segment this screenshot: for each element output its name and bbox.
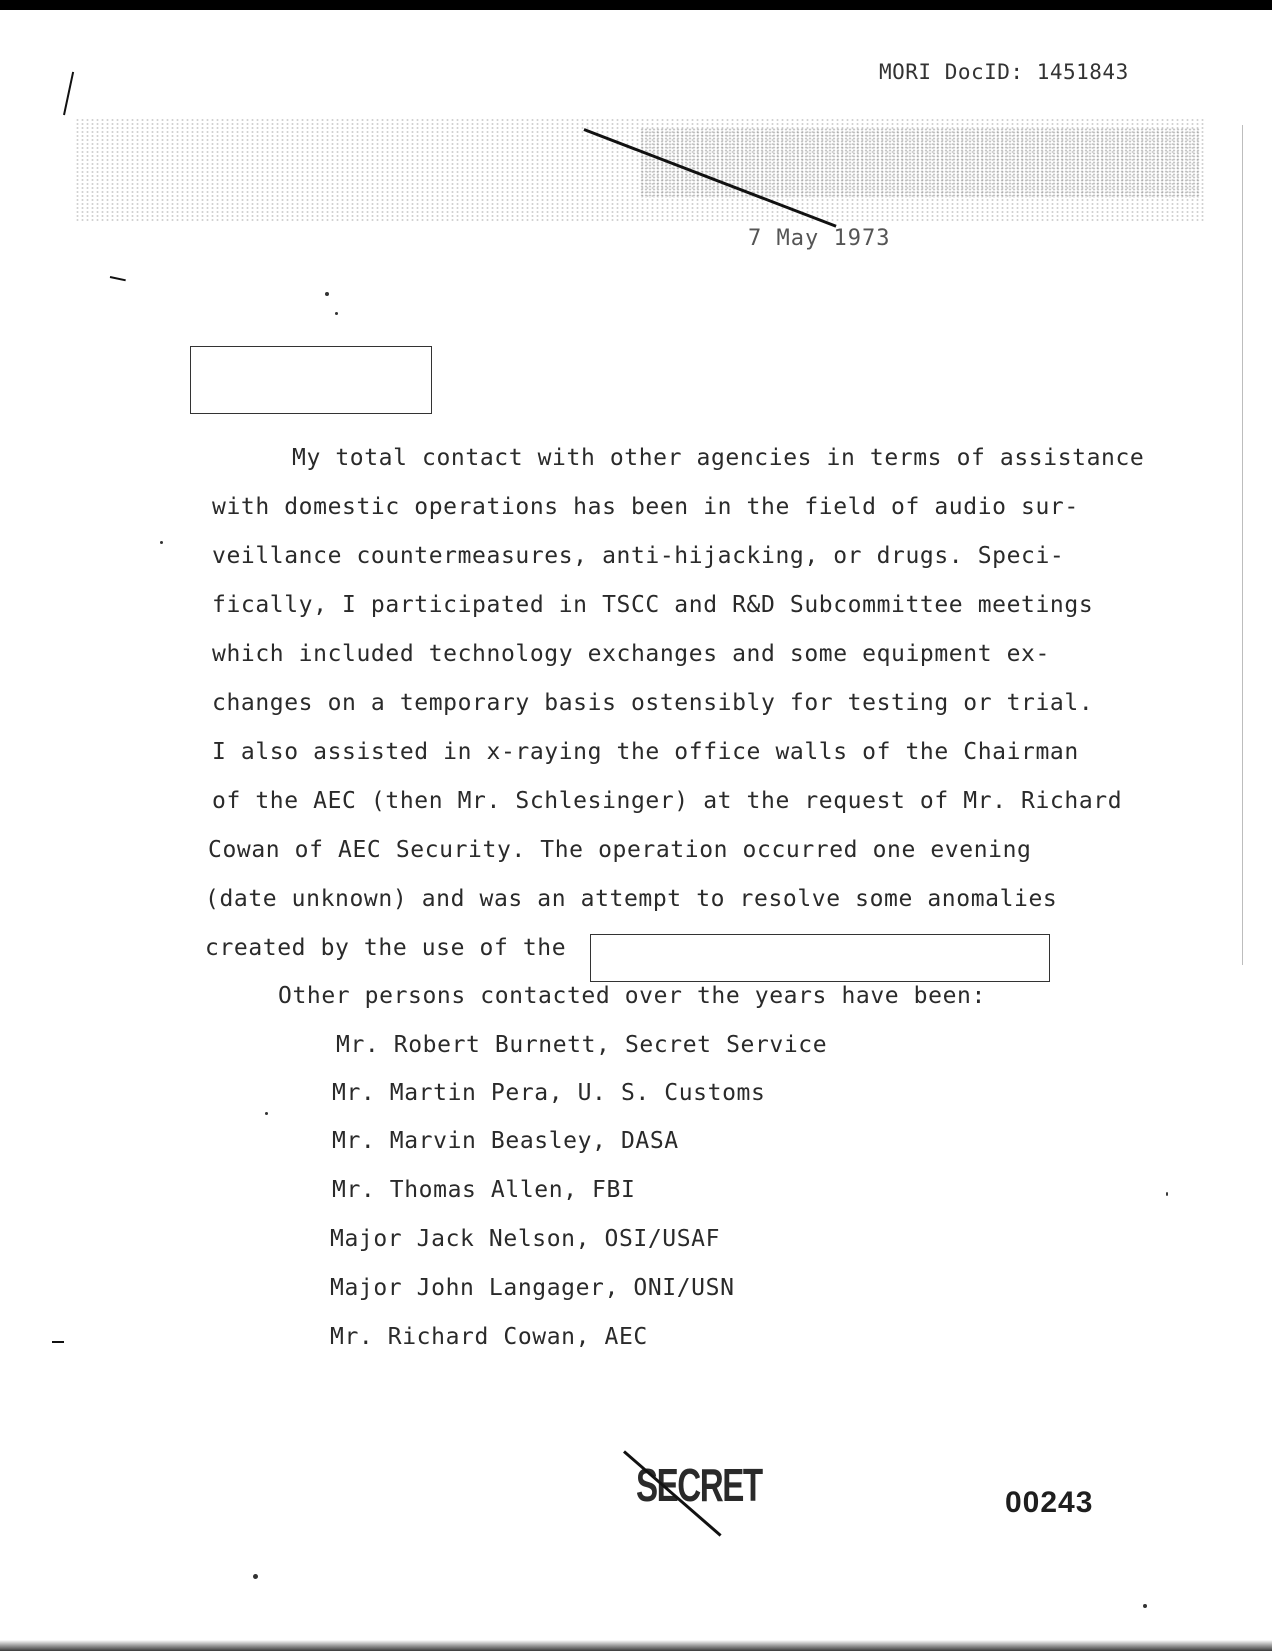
contact-item: Major John Langager, ONI/USN xyxy=(330,1275,735,1301)
memo-body-line: which included technology exchanges and some equipment ex- xyxy=(212,641,1050,667)
memo-body-line: Cowan of AEC Security. The operation occurred one evening xyxy=(208,837,1032,863)
redacted-inline-box xyxy=(590,934,1050,982)
speck xyxy=(325,292,329,296)
redacted-addressee-box xyxy=(190,346,432,414)
memo-body-line: My total contact with other agencies in terms of assistance xyxy=(292,445,1145,471)
contact-item: Major Jack Nelson, OSI/USAF xyxy=(330,1226,721,1252)
memo-body-line: fically, I participated in TSCC and R&D Subcommittee meetings xyxy=(212,592,1094,618)
memo-body-line: created by the use of the xyxy=(205,935,567,961)
contact-item: Mr. Robert Burnett, Secret Service xyxy=(336,1032,828,1058)
memo-body-line: I also assisted in x-raying the office walls of the Chairman xyxy=(212,739,1079,765)
memo-body-line: changes on a temporary basis ostensibly for testing or trial. xyxy=(212,690,1094,716)
speck xyxy=(253,1574,258,1579)
doc-id-label: MORI DocID: 1451843 xyxy=(879,60,1129,84)
memo-body-line: veillance countermeasures, anti-hijacking, or drugs. Speci- xyxy=(212,543,1065,569)
contact-item: Mr. Richard Cowan, AEC xyxy=(330,1324,648,1350)
speck xyxy=(1166,1192,1168,1196)
redacted-header-smudge-dense xyxy=(640,128,1200,198)
contact-item: Mr. Thomas Allen, FBI xyxy=(332,1177,636,1203)
margin-line xyxy=(1242,125,1243,965)
page-number: 00243 xyxy=(1005,1486,1094,1519)
margin-tick xyxy=(63,72,74,115)
page-bottom-edge xyxy=(0,1640,1272,1651)
memo-body-line: with domestic operations has been in the field of audio sur- xyxy=(212,494,1079,520)
speck xyxy=(1143,1604,1147,1608)
memo-body-line: of the AEC (then Mr. Schlesinger) at the request of Mr. Richard xyxy=(212,788,1123,814)
page-top-edge xyxy=(0,0,1272,10)
contact-item: Mr. Marvin Beasley, DASA xyxy=(332,1128,679,1154)
speck xyxy=(160,541,163,544)
memo-body-line: (date unknown) and was an attempt to resolve some anomalies xyxy=(205,886,1058,912)
speck xyxy=(265,1112,268,1115)
classification-stamp: SECRET xyxy=(636,1459,762,1511)
memo-date: 7 May 1973 xyxy=(748,226,891,251)
contacts-intro: Other persons contacted over the years have been: xyxy=(278,983,986,1009)
speck xyxy=(335,312,338,315)
margin-dash xyxy=(110,276,126,281)
margin-dash xyxy=(52,1341,64,1343)
contact-item: Mr. Martin Pera, U. S. Customs xyxy=(332,1080,766,1106)
